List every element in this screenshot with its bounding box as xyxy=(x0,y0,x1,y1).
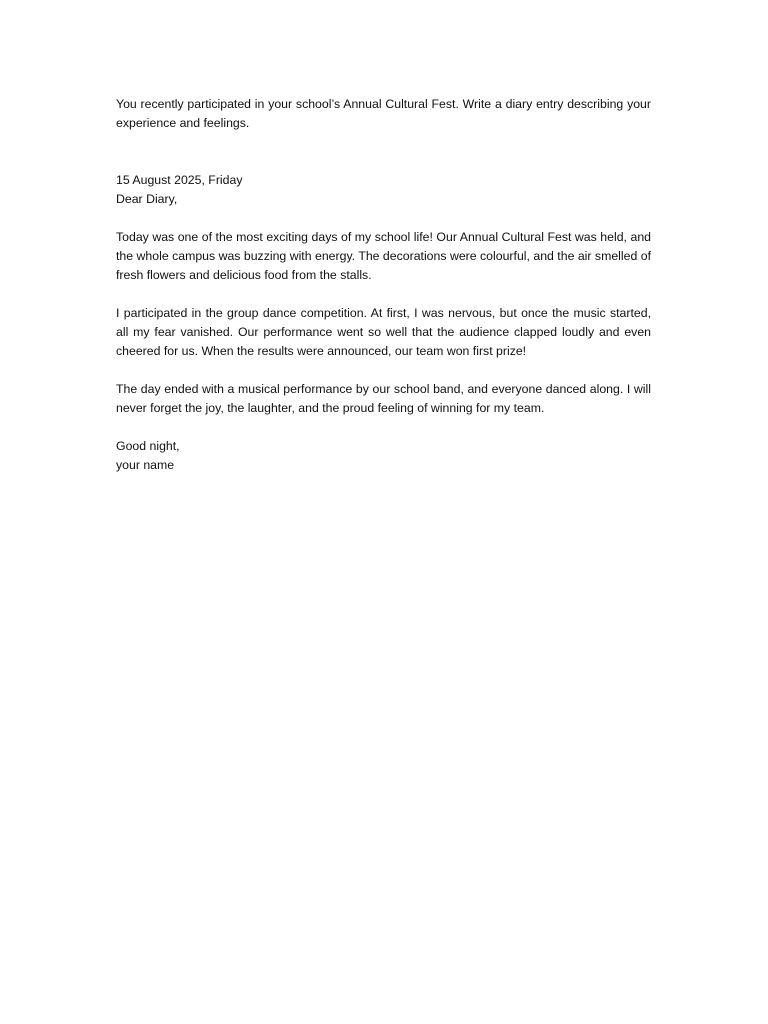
diary-date: 15 August 2025, Friday xyxy=(116,173,243,187)
diary-paragraph-2: I participated in the group dance competition. At first, I was nervous, but once the music started, all my fear vanished. Our performance went so well that the audience clapped loudly and even cheered for us. When the results were announced, our team won first prize! xyxy=(116,306,651,358)
diary-closing: Good night, xyxy=(116,439,180,453)
diary-header xyxy=(116,171,651,209)
document-page xyxy=(116,95,651,475)
diary-signature: your name xyxy=(116,458,175,472)
diary-paragraph-1: Today was one of the most exciting days of my school life! Our Annual Cultural Fest was held, and the whole campus was buzzing with energy. The decorations were colourful, and the air smelled of fresh flowers and delicious food from the stalls. xyxy=(116,230,651,282)
diary-paragraph-3: The day ended with a musical performance by our school band, and everyone danced along. I will never forget the joy, the laughter, and the proud feeling of winning for my team. xyxy=(116,382,651,415)
writing-prompt: You recently participated in your school’s Annual Cultural Fest. Write a diary entry describing your experience and feelings. xyxy=(116,97,651,130)
diary-salutation: Dear Diary, xyxy=(116,192,178,206)
diary-signoff xyxy=(116,437,651,475)
